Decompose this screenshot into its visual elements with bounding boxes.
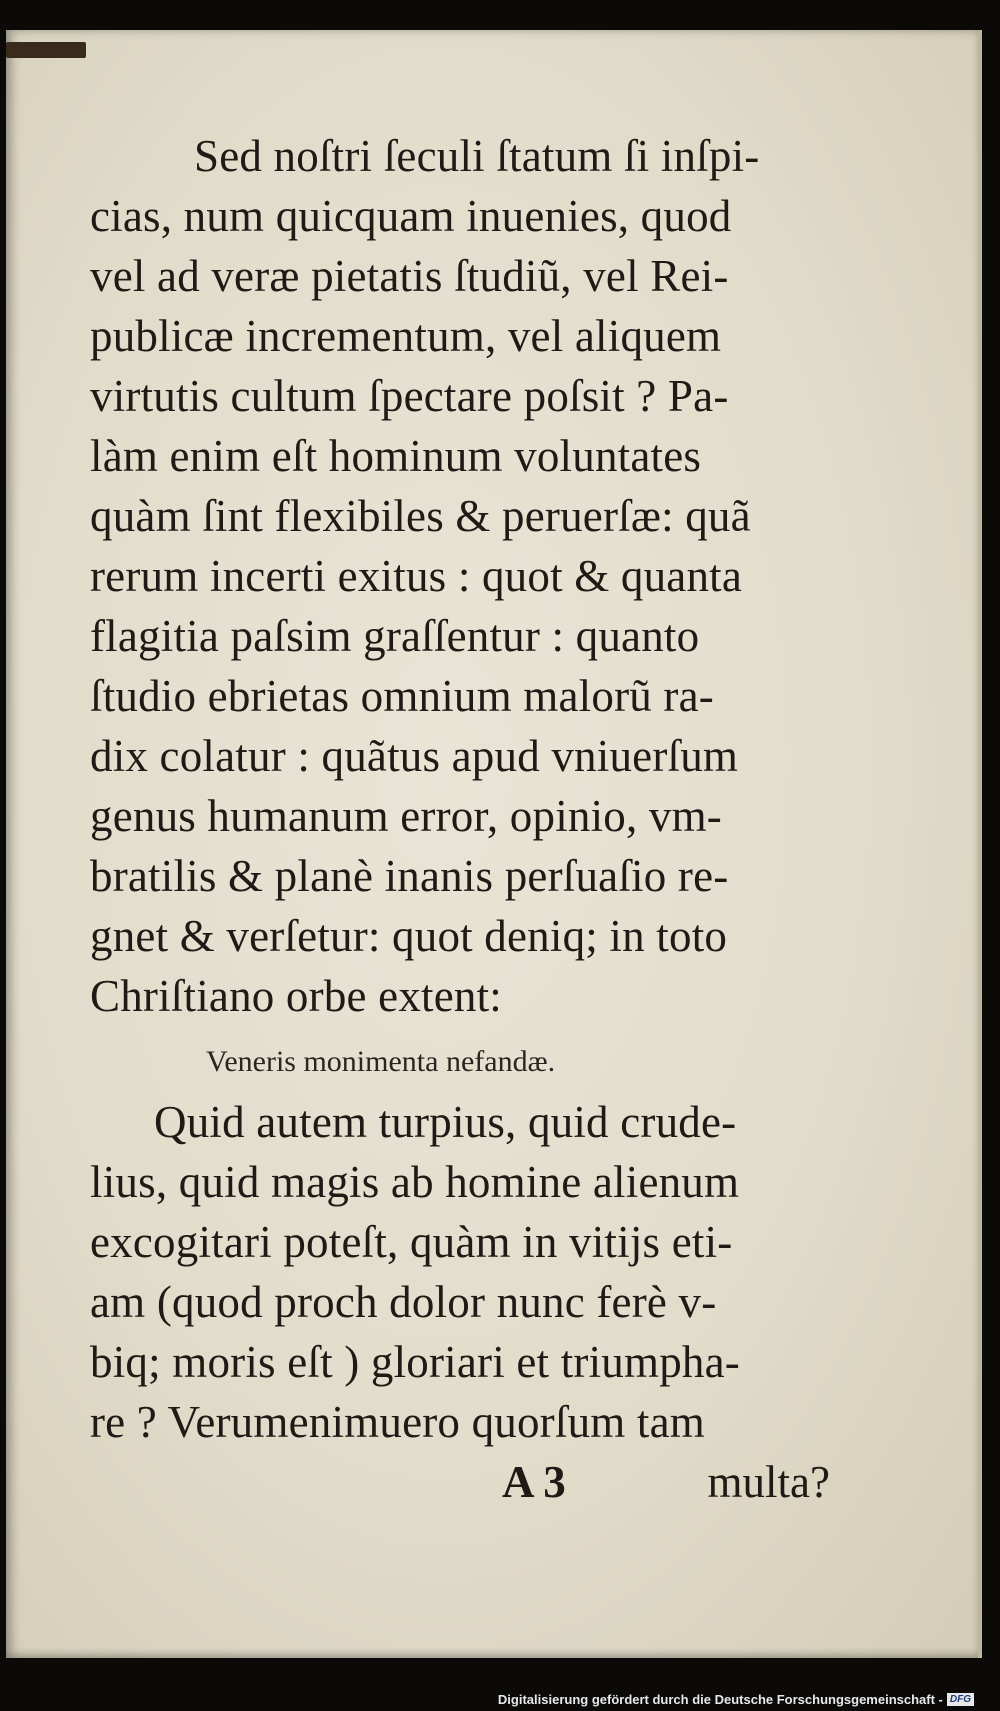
text-line: biq; moris eſt ) gloriari et triumpha- (90, 1337, 740, 1387)
text-line: ſtudio ebrietas omnium malorũ ra- (90, 671, 714, 721)
text-line: virtutis cultum ſpectare poſsit ? Pa- (90, 371, 729, 421)
text-line: flagitia paſsim graſſentur : quanto (90, 611, 700, 661)
text-line: excogitari poteſt, quàm in vitijs eti- (90, 1217, 733, 1267)
text-line: genus humanum error, opinio, vm- (90, 791, 722, 841)
catchword: multa? (707, 1457, 830, 1507)
text-line: dix colatur : quãtus apud vniuerſum (90, 731, 739, 781)
text-line: am (quod proch dolor nunc ferè v- (90, 1277, 717, 1327)
text-line: cias, num quicquam inuenies, quod (90, 191, 732, 241)
credit-text: Digitalisierung gefördert durch die Deutsche Forschungsgemeinschaft - (497, 1692, 943, 1707)
text-line: làm enim eſt hominum voluntates (90, 431, 702, 481)
text-line: quàm ſint flexibiles & peruerſæ: quã (90, 491, 751, 541)
text-line: re ? Verumenimuero quorſum tam (90, 1397, 705, 1447)
book-page (6, 30, 982, 1658)
signature-mark: A 3 (502, 1457, 566, 1507)
verse-quotation: Veneris monimenta nefandæ. (206, 1045, 556, 1078)
text-line: gnet & verſetur: quot deniq; in toto (90, 911, 728, 961)
page-footer-line (90, 1452, 830, 1512)
text-line: Sed noſtri ſeculi ſtatum ſi inſpi- (194, 131, 760, 181)
text-line: rerum incerti exitus : quot & quanta (90, 551, 743, 601)
text-line: Quid autem turpius, quid crude- (154, 1097, 737, 1147)
digitization-credit (498, 1692, 974, 1707)
text-line: publicæ incrementum, vel aliquem (90, 311, 722, 361)
binding-edge-mark (6, 42, 86, 58)
text-line: vel ad veræ pietatis ſtudiũ, vel Rei- (90, 251, 729, 301)
text-line: lius, quid magis ab homine alienum (90, 1157, 740, 1207)
page-text (90, 126, 830, 1512)
dfg-logo-icon: DFG (947, 1693, 974, 1706)
text-line: Chriſtiano orbe extent: (90, 971, 502, 1021)
text-line: bratilis & planè inanis perſuaſio re- (90, 851, 729, 901)
